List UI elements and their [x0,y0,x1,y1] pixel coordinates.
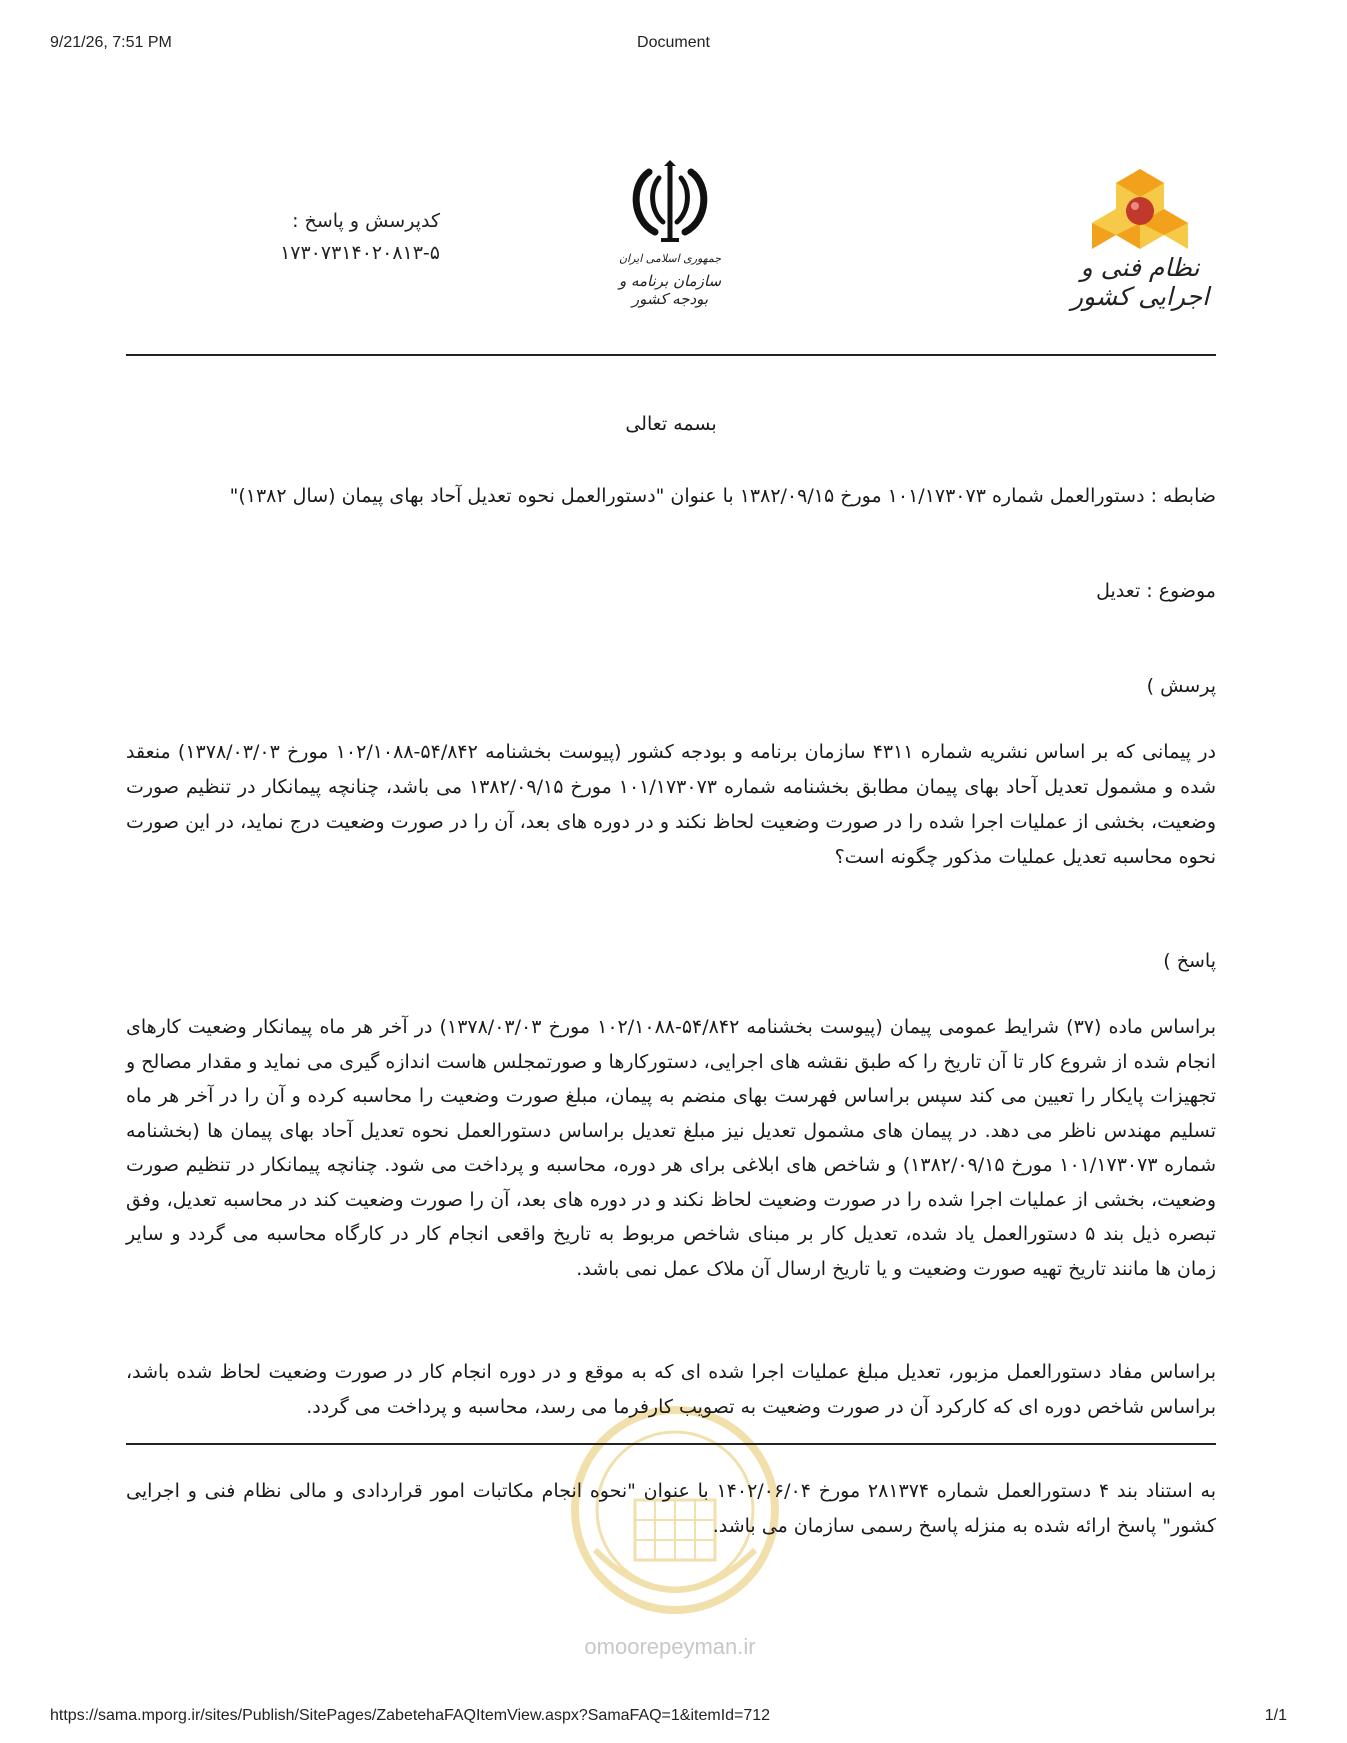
iran-emblem-icon [605,160,735,250]
footer-divider [126,1443,1216,1445]
question-code-label: کدپرسش و پاسخ : [292,210,440,232]
print-url: https://sama.mporg.ir/sites/Publish/SitePages/ZabetehaFAQItemView.aspx?SamaFAQ=1&itemId=712 [50,1707,771,1724]
print-header [0,34,1347,58]
print-document-title: Document [637,34,710,51]
iran-emblem [605,160,735,310]
watermark-site: omoorepeyman.ir [584,1634,756,1659]
question-code-block [200,205,440,269]
nezam-fanni-logo-text: نظام فنی و اجرایی کشور [1070,253,1210,311]
answer-paragraph-2: براساس مفاد دستورالعمل مزبور، تعدیل مبلغ عملیات اجرا شده ای که به موقع و در دوره انجام کار در صورت وضعیت لحاظ شده باشد، براساس شاخص دوره ای که کارکرد آن در صورت وضعیت به تصویب کارفرما می رسد، محاسبه و پرداخت می گردد. [126,1361,1216,1418]
official-response-note: به استناد بند ۴ دستورالعمل شماره ۲۸۱۳۷۴ مورخ ۱۴۰۲/۰۶/۰۴ با عنوان "نحوه انجام مکاتبات امور قراردادی و مالی نظام فنی و اجرایی کشور" پاسخ ارائه شده به منزله پاسخ رسمی سازمان می باشد. [126,1480,1216,1537]
answer-paragraph-1: براساس ماده (۳۷) شرایط عمومی پیمان (پیوست بخشنامه ۵۴/۸۴۲-۱۰۲/۱۰۸۸ مورخ ۱۳۷۸/۰۳/۰۳) در آخر هر ماه پیمانکار وضعیت کارهای انجام شده از شروع کار تا آن تاریخ را که طبق نقشه های اجرایی، دستورکارها و صورتمجلس هاست اندازه گیری می نماید و مقدار مصالح و تجهیزات پایکار را تعیین می کند سپس براساس فهرست بهای منضم به پیمان، مبلغ صورت وضعیت را محاسبه کرده و آن را در آخر هر ماه تسلیم مهندس ناظر می دهد. در پیمان های مشمول تعدیل نیز مبلغ تعدیل براساس دستورالعمل نحوه تعدیل آحاد بهای پیمان ها (بخشنامه شماره ۱۰۱/۱۷۳۰۷۳ مورخ ۱۳۸۲/۰۹/۱۵) و شاخص های ابلاغی برای هر دوره، محاسبه و پرداخت می شود. چنانچه پیمانکار در تنظیم صورت وضعیت، بخشی از عملیات اجرا شده را در صورت وضعیت لحاظ نکند و در دوره های بعد، آن را صورت وضعیت کند در محاسبه تعدیل، وفق تبصره ذیل بند ۵ دستورالعمل یاد شده، تعدیل کار بر مبنای شاخص مربوط به تاریخ واقعی انجام کار در کارگاه محاسبه می گردد و سایر زمان ها مانند تاریخ تهیه صورت وضعیت و یا تاریخ ارسال آن ملاک عمل نمی باشد. [126,1016,1217,1280]
header-divider [126,354,1216,356]
print-footer [0,1707,1347,1731]
emblem-caption-country: جمهوری اسلامی ایران [618,252,722,265]
regulation-reference: ضابطه : دستورالعمل شماره ۱۰۱/۱۷۳۰۷۳ مورخ ۱۳۸۲/۰۹/۱۵ با عنوان "دستورالعمل نحوه تعدیل آحاد بهای پیمان (سال ۱۳۸۲)" [229,485,1216,507]
question-text: در پیمانی که بر اساس نشریه شماره ۴۳۱۱ سازمان برنامه و بودجه کشور (پیوست بخشنامه ۵۴/۸۴۲-۱۰۲/۱۰۸۸ مورخ ۱۳۷۸/۰۳/۰۳) منعقد شده و مشمول تعدیل آحاد بهای پیمان مطابق بخشنامه شماره ۱۰۱/۱۷۳۰۷۳ مورخ ۱۳۸۲/۰۹/۱۵ می باشد، چنانچه پیمانکار در تنظیم صورت وضعیت، بخشی از عملیات اجرا شده را در صورت وضعیت لحاظ نکند و در دوره های بعد، آن را در صورت وضعیت درج نماید، در این صورت نحوه محاسبه تعدیل عملیات مذکور چگونه است؟ [126,741,1216,868]
bismillah: بسمه تعالی [625,413,717,435]
emblem-caption-organization: سازمان برنامه و بودجه کشور [618,272,722,308]
question-heading: پرسش ) [1146,675,1216,697]
answer-heading: پاسخ ) [1163,950,1216,972]
hexagon-cubes-icon [1060,165,1220,255]
nezam-fanni-logo [1060,165,1220,311]
print-datetime: 9/21/26, 7:51 PM [50,34,172,51]
print-page-number: 1/1 [1264,1707,1287,1724]
subject-line: موضوع : تعدیل [1096,580,1216,602]
question-code-value: ۱۷۳۰۷۳۱۴۰۲۰۸۱۳-۵ [280,242,440,264]
